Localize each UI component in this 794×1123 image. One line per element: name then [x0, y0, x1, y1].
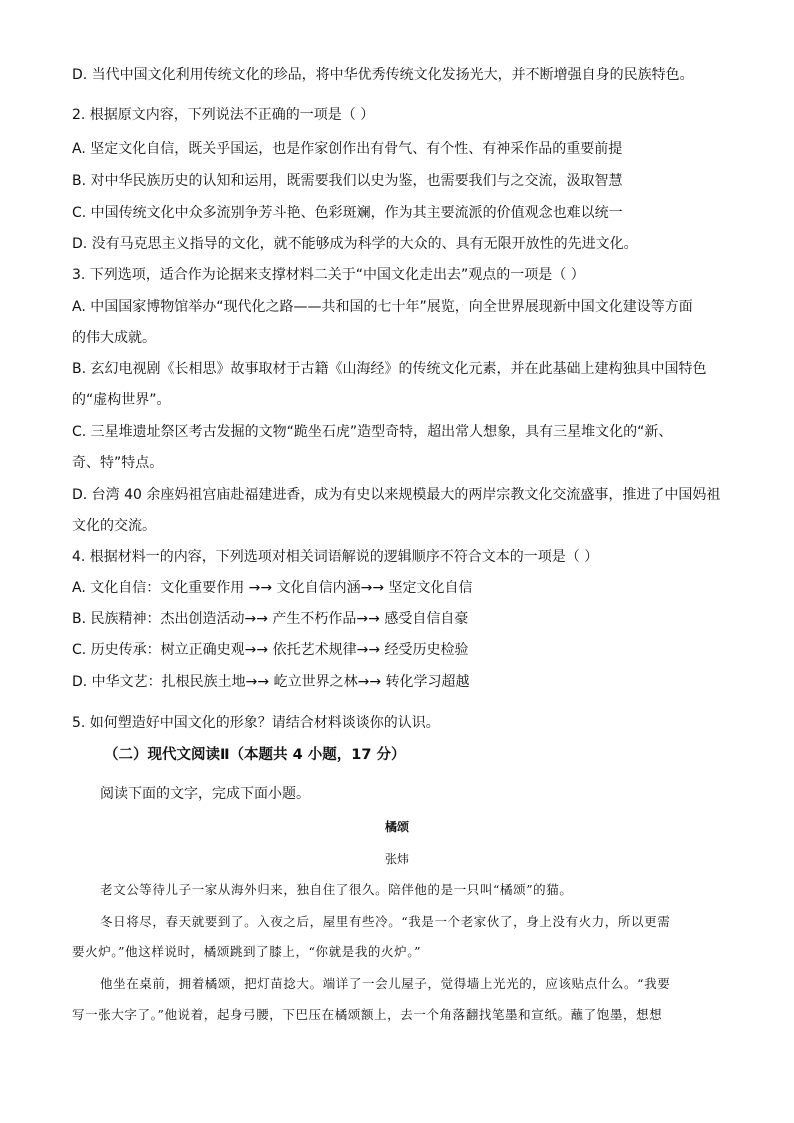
- option-line: D. 没有马克思主义指导的文化，就不能够成为科学的大众的、具有无限开放性的先进文化。: [72, 236, 638, 252]
- question-stem: 5. 如何塑造好中国文化的形象？请结合材料谈谈你的认识。: [72, 715, 440, 731]
- question-line: D. 当代中国文化利用传统文化的珍品，将中华优秀传统文化发扬光大，并不断增强自身的民族特色。: [72, 67, 694, 83]
- story-title: 橘颂: [384, 820, 409, 834]
- story-paragraph: 冬日将尽，春天就要到了。入夜之后，屋里有些冷。“我是一个老家伙了，身上没有火力，所以更需: [100, 914, 671, 929]
- story-author: 张炜: [384, 852, 409, 866]
- question-stem: 2. 根据原文内容，下列说法不正确的一项是（ ）: [72, 107, 375, 123]
- story-paragraph: 他坐在桌前，拥着橘颂，把灯苗捻大。端详了一会儿屋子，觉得墙上光光的，应该贴点什么。“我要: [100, 976, 671, 991]
- option-line: B. 对中华民族历史的认知和运用，既需要我们以史为鉴，也需要我们与之交流，汲取智慧: [72, 173, 623, 189]
- option-line: 奇、特”特点。: [72, 455, 164, 471]
- question-stem: 3. 下列选项，适合作为论据来支撑材料二关于“中国文化走出去”观点的一项是（ ）: [72, 267, 585, 283]
- option-line: C. 中国传统文化中众多流别争芳斗艳、色彩斑斓，作为其主要流派的价值观念也难以统一: [72, 205, 623, 221]
- option-line: B. 玄幻电视剧《长相思》故事取材于古籍《山海经》的传统文化元素，并在此基础上建构独具中国特色: [72, 361, 707, 377]
- story-paragraph: 老文公等待儿子一家从海外归来，独自住了很久。陪伴他的是一只叫“橘颂”的猫。: [100, 882, 573, 897]
- option-line: 文化的交流。: [72, 518, 156, 534]
- option-line: C. 历史传承：树立正确史观→→ 依托艺术规律→→ 经受历史检验: [72, 642, 469, 658]
- story-paragraph: 写一张大字了。”他说着，起身弓腰，下巴压在橘颂额上，去一个角落翻找笔墨和宣纸。蘸了饱墨，想想: [72, 1007, 663, 1022]
- option-line: D. 中华文艺：扎根民族土地→→ 屹立世界之林→→ 转化学习超越: [72, 674, 470, 690]
- reading-instruction: 阅读下面的文字，完成下面小题。: [100, 786, 310, 802]
- option-line: B. 民族精神：杰出创造活动→→ 产生不朽作品→→ 感受自信自豪: [72, 611, 469, 627]
- option-line: A. 中国国家博物馆举办“现代化之路——共和国的七十年”展览，向全世界展现新中国文化建设等方面: [72, 299, 693, 315]
- option-line: A. 文化自信：文化重要作用 →→ 文化自信内涵→→ 坚定文化自信: [72, 580, 473, 596]
- option-line: C. 三星堆遗址祭区考古发掘的文物“跪坐石虎”造型奇特，超出常人想象，具有三星堆文化的“新、: [72, 424, 673, 440]
- section-heading: （二）现代文阅读Ⅱ（本题共 4 小题，17 分）: [104, 747, 406, 763]
- option-line: A. 坚定文化自信，既关乎国运，也是作家创作出有骨气、有个性、有神采作品的重要前提: [72, 141, 623, 157]
- story-paragraph: 要火炉。”他这样说时，橘颂跳到了膝上，“你就是我的火炉。”: [72, 944, 422, 959]
- question-stem: 4. 根据材料一的内容，下列选项对相关词语解说的逻辑顺序不符合文本的一项是（ ）: [72, 549, 599, 565]
- option-line: 的“虚构世界”。: [72, 392, 171, 408]
- option-line: D. 台湾 40 余座妈祖宫庙赴福建进香，成为有史以来规模最大的两岸宗教文化交流盛事，推进了中国妈祖: [72, 487, 721, 503]
- option-line: 的伟大成就。: [72, 330, 156, 346]
